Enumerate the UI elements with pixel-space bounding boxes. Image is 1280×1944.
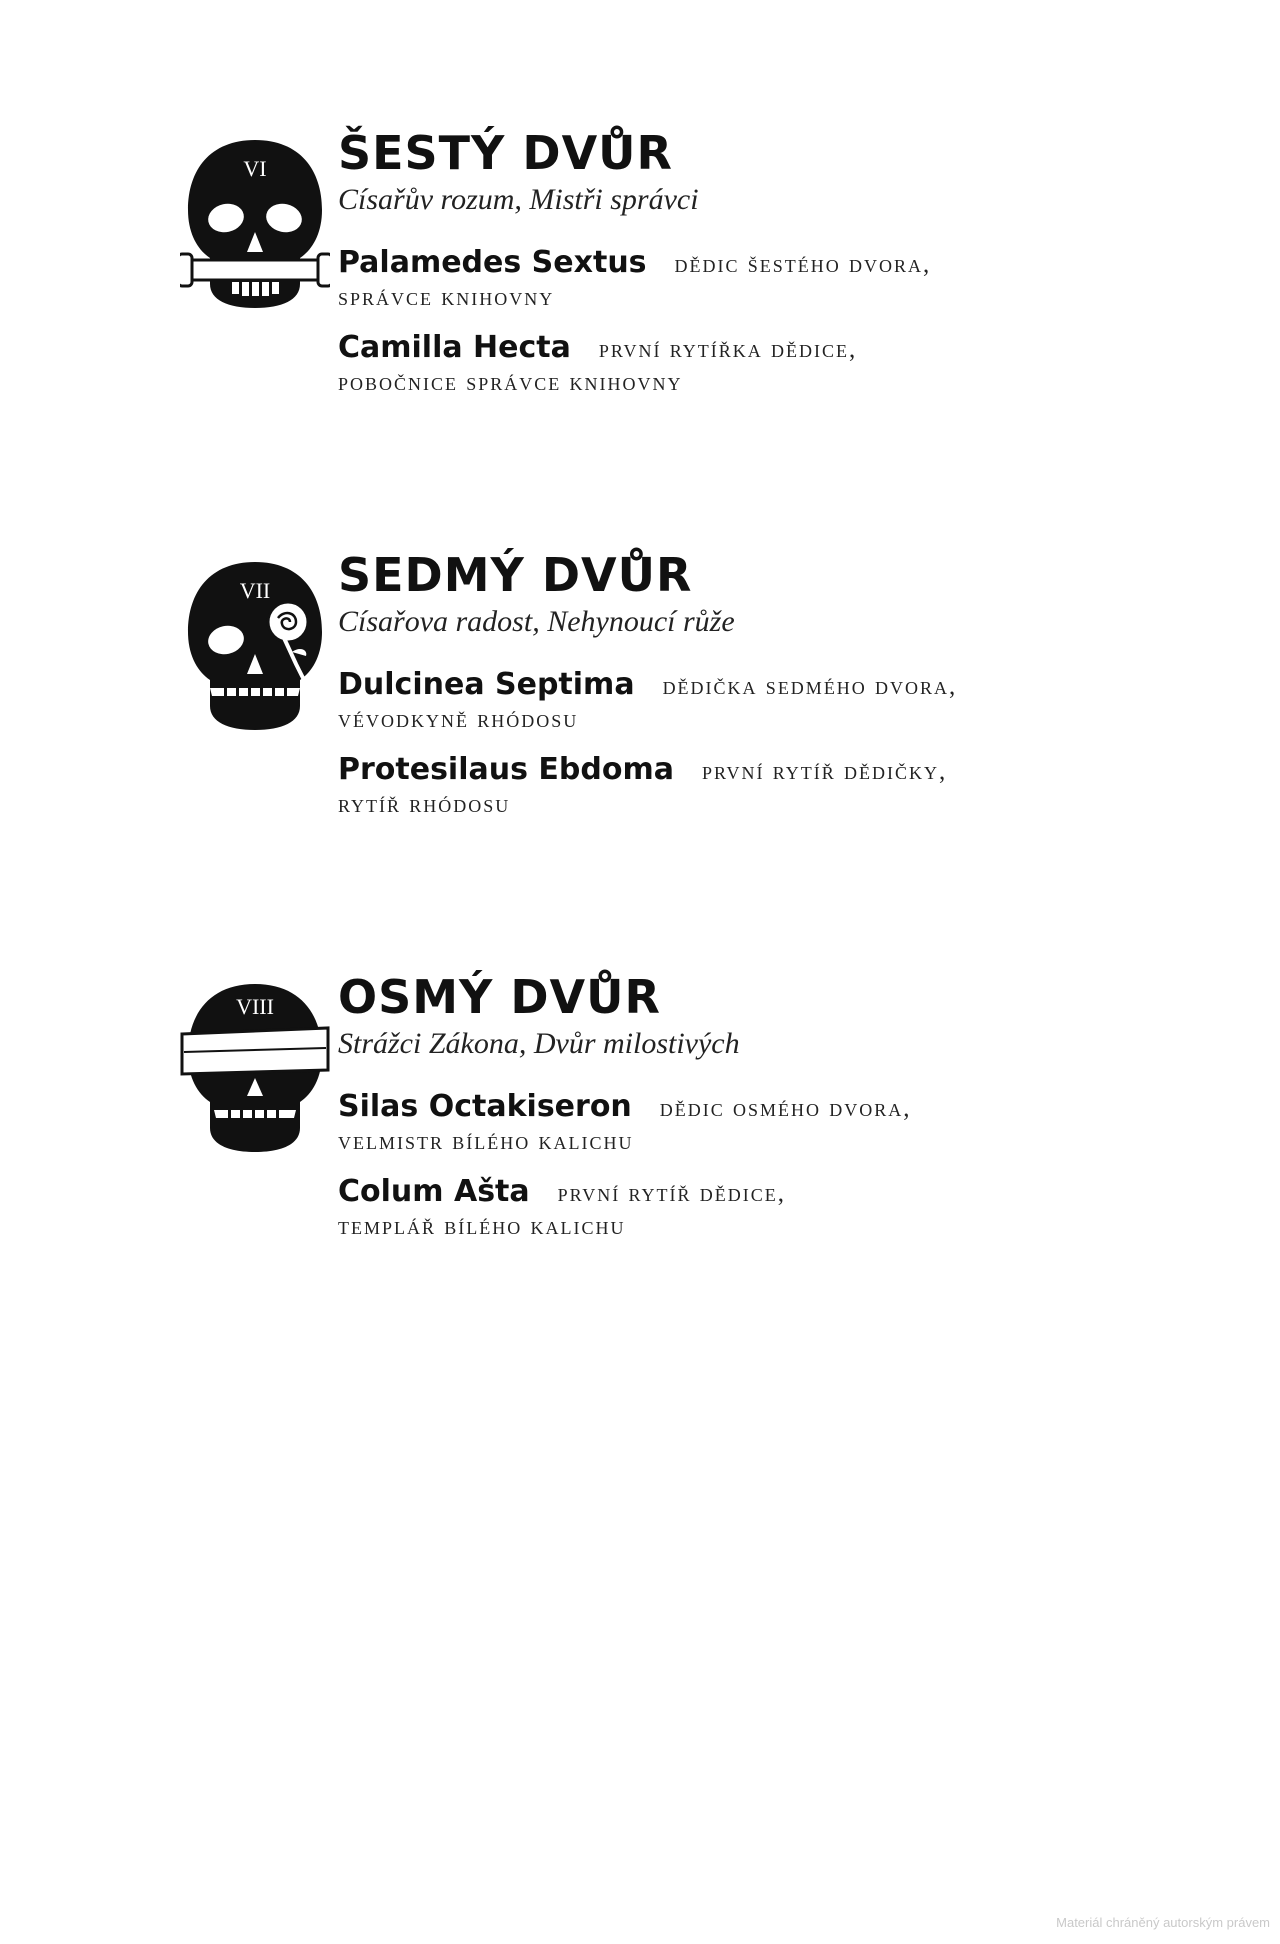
member-role: dědička sedmého dvora, — [662, 672, 958, 700]
house-title: ŠESTÝ DVŮR — [338, 126, 673, 180]
house-numeral: VI — [243, 156, 267, 181]
house-seventh — [180, 550, 1080, 930]
member-entry — [338, 328, 1098, 400]
house-content — [338, 972, 1098, 1244]
member-role-continued: správce knihovny — [338, 283, 555, 311]
member-entry — [338, 243, 1098, 315]
skull-blindfolded-icon — [180, 978, 330, 1158]
member-entry — [338, 1172, 1098, 1244]
member-role-continued: rytíř rhódosu — [338, 791, 511, 819]
house-sixth — [180, 128, 1080, 508]
member-role: první rytíř dědice, — [557, 1180, 786, 1208]
member-role: dědic osmého dvora, — [659, 1094, 912, 1122]
member-role-continued: pobočnice správce knihovny — [338, 369, 683, 397]
member-name: Colum Ašta — [338, 1174, 530, 1210]
skull-with-scroll-icon — [180, 134, 330, 314]
member-entry — [338, 1087, 1098, 1159]
member-name: Palamedes Sextus — [338, 244, 647, 280]
house-motto: Císařova radost, Nehynoucí růže — [338, 604, 735, 638]
member-role: dědic šestého dvora, — [674, 250, 932, 278]
member-name: Dulcinea Septima — [338, 666, 635, 702]
member-entry — [338, 665, 1098, 737]
house-motto: Císařův rozum, Mistři správci — [338, 182, 699, 216]
member-name: Camilla Hecta — [338, 330, 571, 366]
house-content — [338, 550, 1098, 822]
member-role-continued: vévodkyně rhódosu — [338, 705, 579, 733]
house-title: SEDMÝ DVŮR — [338, 548, 693, 602]
member-name: Protesilaus Ebdoma — [338, 752, 674, 788]
member-name: Silas Octakiseron — [338, 1088, 632, 1124]
house-content — [338, 128, 1098, 400]
member-role: první rytířka dědice, — [598, 336, 858, 364]
house-numeral: VIII — [236, 994, 274, 1019]
member-role-continued: templář bílého kalichu — [338, 1213, 626, 1241]
member-role: první rytíř dědičky, — [701, 758, 948, 786]
skull-with-rose-icon — [180, 556, 330, 736]
house-motto: Strážci Zákona, Dvůr milostivých — [338, 1026, 740, 1060]
copyright-watermark: Materiál chráněný autorským právem — [1056, 1915, 1270, 1930]
house-eighth — [180, 972, 1080, 1352]
house-title: OSMÝ DVŮR — [338, 970, 661, 1024]
house-numeral: VII — [239, 578, 271, 603]
member-role-continued: velmistr bílého kalichu — [338, 1127, 634, 1155]
member-entry — [338, 750, 1098, 822]
